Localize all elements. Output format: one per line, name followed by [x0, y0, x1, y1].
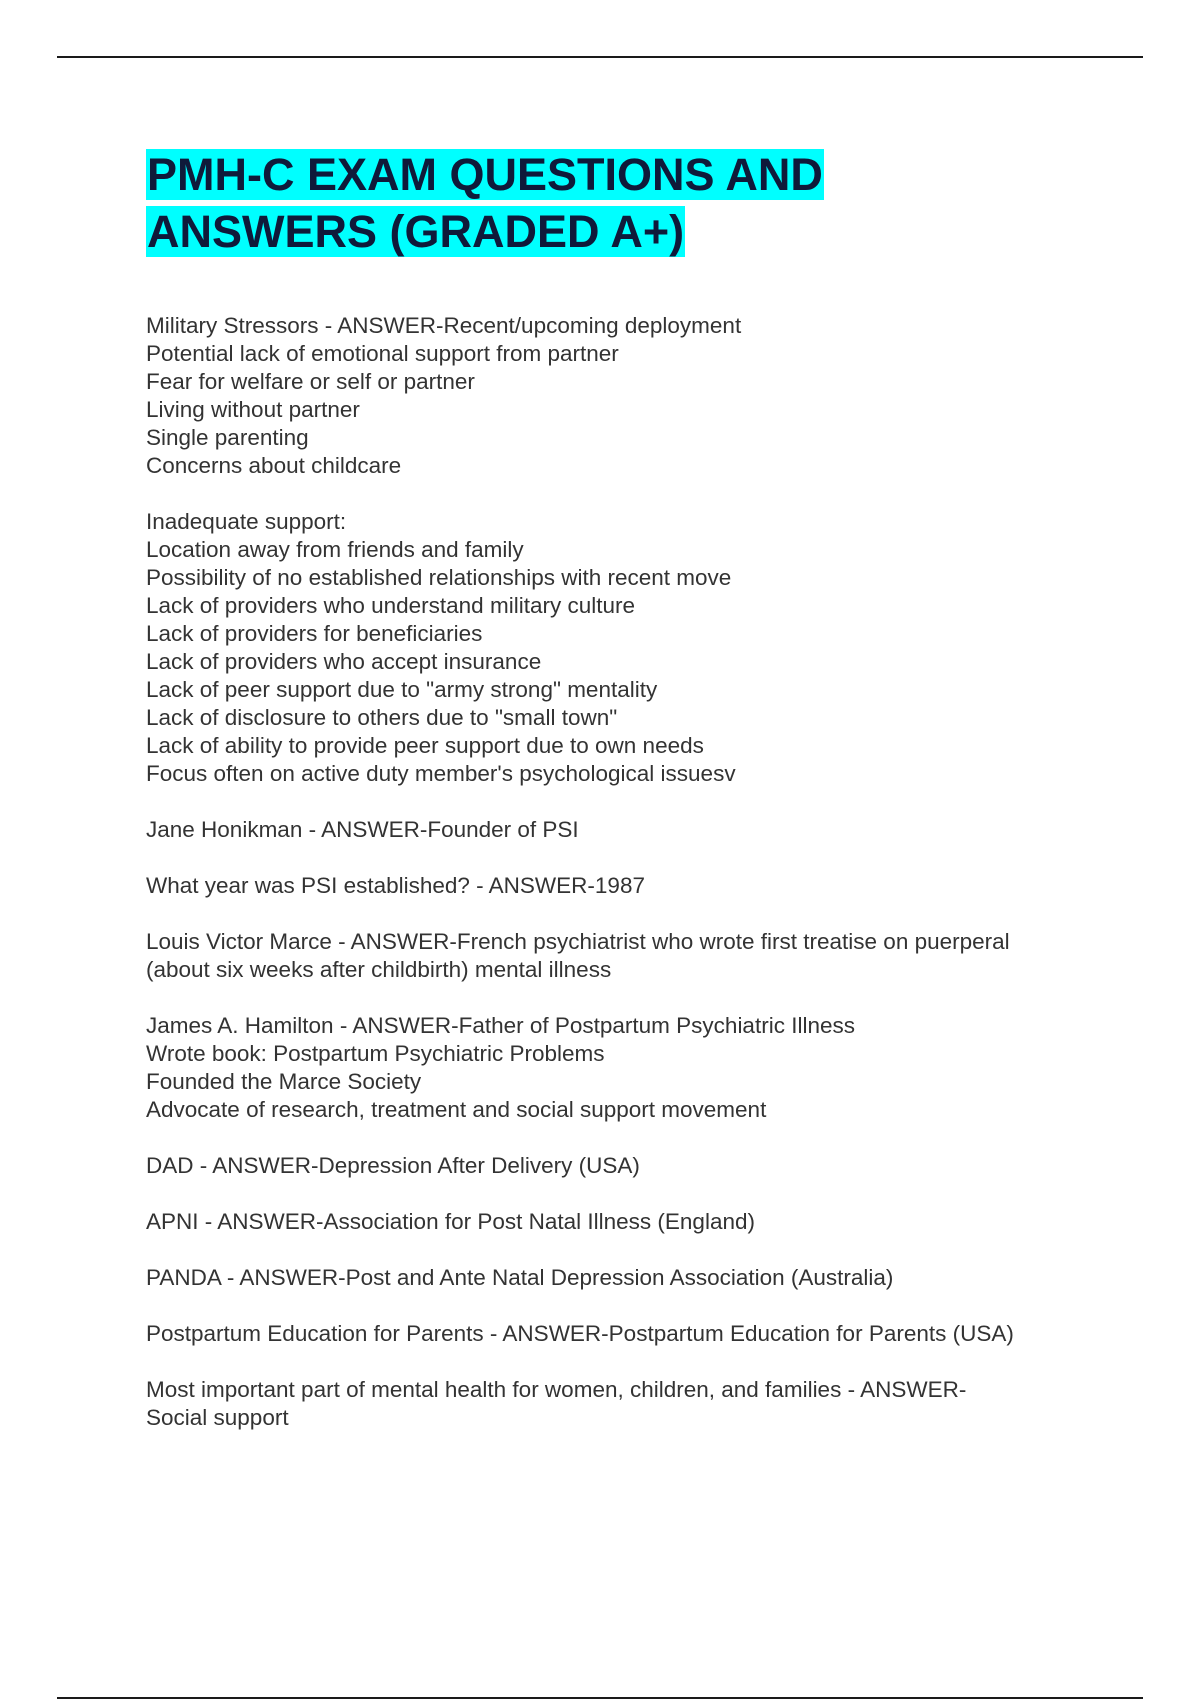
- title-line-1: PMH-C EXAM QUESTIONS AND: [147, 149, 823, 200]
- text-line: Lack of providers who understand military culture: [146, 593, 635, 618]
- text-line: Potential lack of emotional support from partner: [146, 341, 619, 366]
- top-rule: [57, 56, 1143, 58]
- text-line: Lack of providers for beneficiaries: [146, 621, 483, 646]
- qa-block-social-support: [146, 1376, 1106, 1432]
- text-line: Location away from friends and family: [146, 537, 524, 562]
- text-line: Living without partner: [146, 397, 360, 422]
- qa-block-apni: [146, 1208, 1106, 1236]
- text-line: Social support: [146, 1405, 289, 1430]
- text-line: Postpartum Education for Parents - ANSWER-Postpartum Education for Parents (USA): [146, 1321, 1014, 1346]
- text-line: (about six weeks after childbirth) mental illness: [146, 957, 612, 982]
- text-line: Louis Victor Marce - ANSWER-French psychiatrist who wrote first treatise on puerperal: [146, 929, 1010, 954]
- bottom-rule: [57, 1697, 1143, 1699]
- text-line: Most important part of mental health for women, children, and families - ANSWER-: [146, 1377, 967, 1402]
- text-line: Fear for welfare or self or partner: [146, 369, 475, 394]
- text-line: PANDA - ANSWER-Post and Ante Natal Depression Association (Australia): [146, 1265, 894, 1290]
- qa-block-james-hamilton: [146, 1012, 1106, 1124]
- text-line: Advocate of research, treatment and social support movement: [146, 1097, 767, 1122]
- qa-block-psi-year: [146, 872, 1106, 900]
- text-line: Possibility of no established relationships with recent move: [146, 565, 732, 590]
- qa-block-military-stressors: [146, 312, 1106, 480]
- text-line: James A. Hamilton - ANSWER-Father of Postpartum Psychiatric Illness: [146, 1013, 855, 1038]
- text-line: Inadequate support:: [146, 509, 347, 534]
- text-line: Wrote book: Postpartum Psychiatric Problems: [146, 1041, 605, 1066]
- text-line: Single parenting: [146, 425, 309, 450]
- qa-block-louis-marce: [146, 928, 1106, 984]
- text-line: Military Stressors - ANSWER-Recent/upcoming deployment: [146, 313, 742, 338]
- qa-block-jane-honikman: [146, 816, 1106, 844]
- page-title: [146, 146, 1146, 260]
- text-line: Lack of providers who accept insurance: [146, 649, 542, 674]
- text-line: Lack of disclosure to others due to "small town": [146, 705, 618, 730]
- qa-block-postpartum-education: [146, 1320, 1106, 1348]
- qa-content: [146, 312, 1106, 1460]
- text-line: DAD - ANSWER-Depression After Delivery (USA): [146, 1153, 640, 1178]
- text-line: Founded the Marce Society: [146, 1069, 422, 1094]
- text-line: Lack of peer support due to "army strong" mentality: [146, 677, 658, 702]
- text-line: Focus often on active duty member's psychological issuesv: [146, 761, 736, 786]
- title-line-2: ANSWERS (GRADED A+): [147, 206, 685, 257]
- text-line: Jane Honikman - ANSWER-Founder of PSI: [146, 817, 579, 842]
- qa-block-panda: [146, 1264, 1106, 1292]
- text-line: What year was PSI established? - ANSWER-1987: [146, 873, 645, 898]
- text-line: APNI - ANSWER-Association for Post Natal Illness (England): [146, 1209, 755, 1234]
- text-line: Lack of ability to provide peer support due to own needs: [146, 733, 704, 758]
- qa-block-inadequate-support: [146, 508, 1106, 788]
- qa-block-dad: [146, 1152, 1106, 1180]
- text-line: Concerns about childcare: [146, 453, 402, 478]
